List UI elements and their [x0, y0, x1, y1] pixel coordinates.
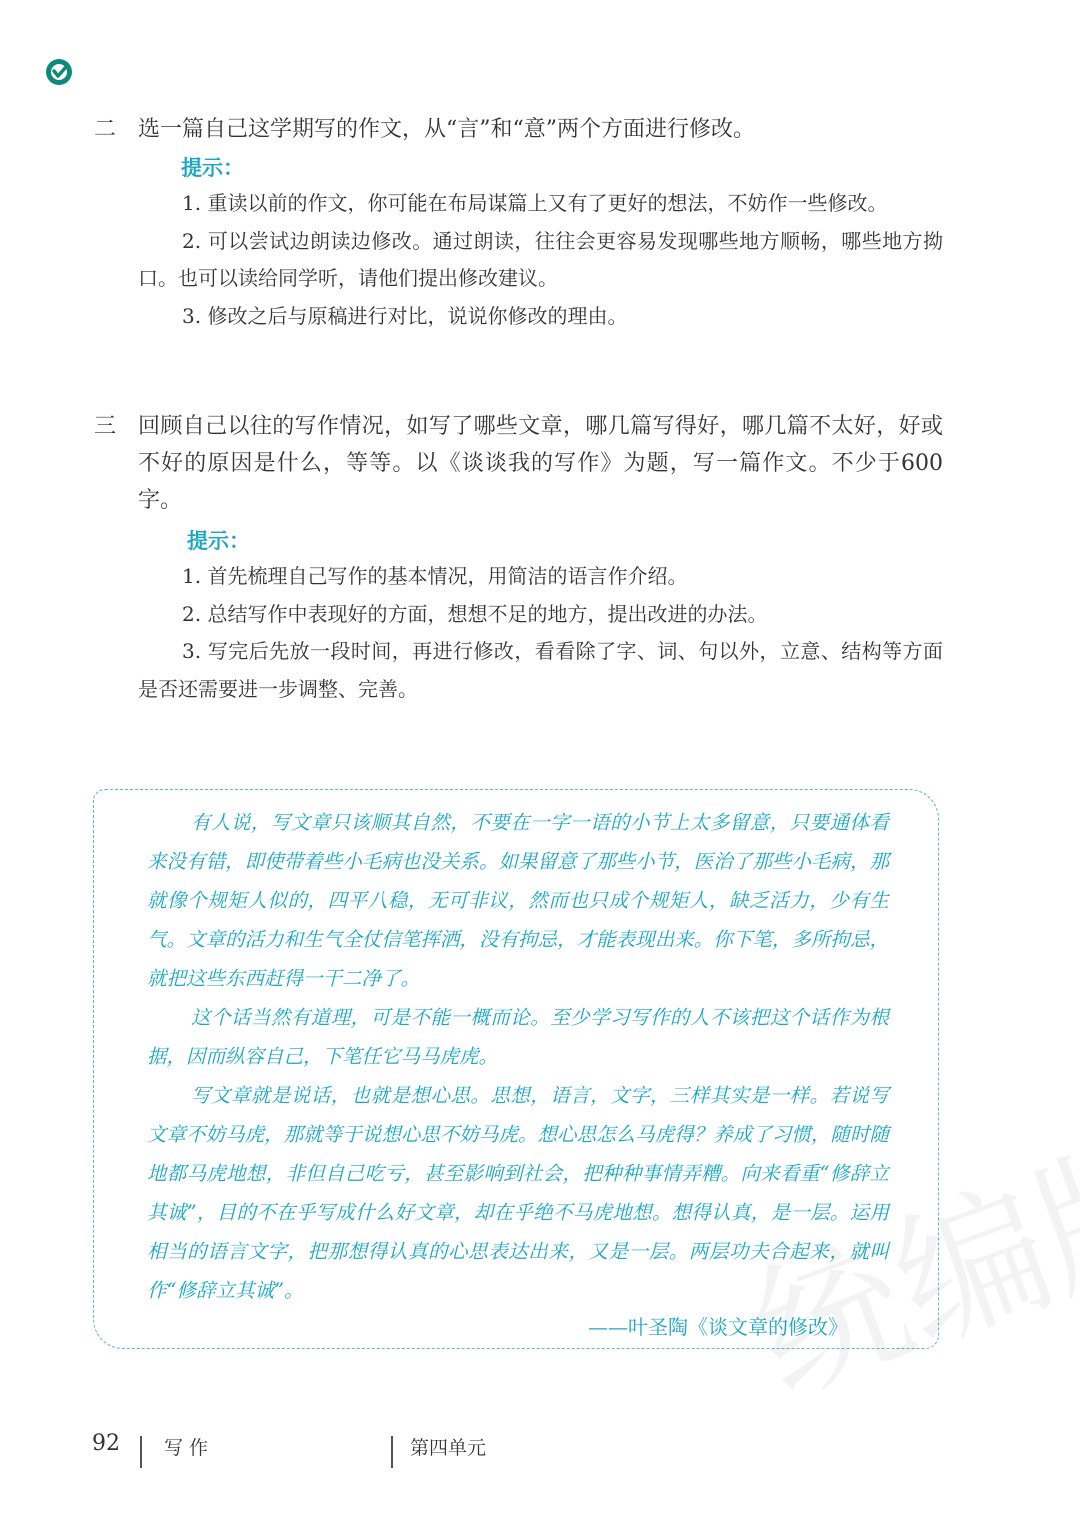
- section-3-task: 回顾自己以往的写作情况，如写了哪些文章，哪几篇写得好，哪几篇不太好，好或不好的原因是什么，等等。以《谈谈我的写作》为题，写一篇作文。不少于600字。: [138, 414, 943, 513]
- textbook-logo-icon: [45, 58, 73, 86]
- quote-source: ——叶圣陶《谈文章的修改》: [588, 1315, 848, 1339]
- footer-section: 写 作: [164, 1437, 209, 1459]
- quote-paragraph: 写文章就是说话，也就是想心思。思想，语言，文字，三样其实是一样。若说写文章不妨马虎，那就等于说想心思不妨马虎。想心思怎么马虎得？养成了习惯，随时随地都马虎地想，非但自己吃亏，甚至影响到社会，把种种事情弄糟。向来看重“修辞立其诚”，目的不在乎写成什么好文章，却在乎绝不马虎地想。想得认真，是一层。运用相当的语言文字，把那想得认真的心思表达出来，又是一层。两层功夫合起来，就叫作“修辞立其诚”。: [147, 1084, 889, 1302]
- footer-divider: [140, 1436, 142, 1468]
- footer-divider: [391, 1436, 393, 1468]
- section-2-hint-label: 提示：: [181, 156, 244, 180]
- section-3-hint-list: [138, 558, 943, 708]
- footer-unit: 第四单元: [410, 1437, 487, 1459]
- quote-paragraph: 有人说，写文章只该顺其自然，不要在一字一语的小节上太多留意，只要通体看来没有错，即使带着些小毛病也没关系。如果留意了那些小节，医治了那些小毛病，那就像个规矩人似的，四平八稳，无可非议，然而也只成个规矩人，缺乏活力，少有生气。文章的活力和生气全仗信笔挥洒，没有拘忌，才能表现出来。你下笔，多所拘忌，就把这些东西赶得一干二净了。: [147, 811, 889, 990]
- section-3-number: 三: [94, 414, 117, 439]
- hint-item: 2. 总结写作中表现好的方面，想想不足的地方，提出改进的办法。: [182, 601, 768, 626]
- section-2-number: 二: [94, 117, 117, 142]
- section-2-task: 选一篇自己这学期写的作文，从“言”和“意”两个方面进行修改。: [138, 117, 755, 142]
- page-number: 92: [92, 1431, 120, 1456]
- hint-item: 1. 首先梳理自己写作的基本情况，用简洁的语言作介绍。: [182, 564, 688, 588]
- section-2-hint-list: [138, 185, 943, 335]
- hint-item: 3. 写完后先放一段时间，再进行修改，看看除了字、词、句以外，立意、结构等方面是否还需要进一步调整、完善。: [138, 639, 943, 701]
- quote-paragraph: 这个话当然有道理，可是不能一概而论。至少学习写作的人不该把这个话作为根据，因而纵容自己，下笔任它马马虎虎。: [147, 1006, 889, 1068]
- section-3-hint-label: 提示：: [187, 529, 250, 553]
- hint-item: 3. 修改之后与原稿进行对比，说说你修改的理由。: [182, 303, 628, 328]
- hint-item: 2. 可以尝试边朗读边修改。通过朗读，往往会更容易发现哪些地方顺畅，哪些地方拗口。也可以读给同学听，请他们提出修改建议。: [138, 228, 943, 290]
- hint-item: 1. 重读以前的作文，你可能在布局谋篇上又有了更好的想法，不妨作一些修改。: [182, 191, 888, 215]
